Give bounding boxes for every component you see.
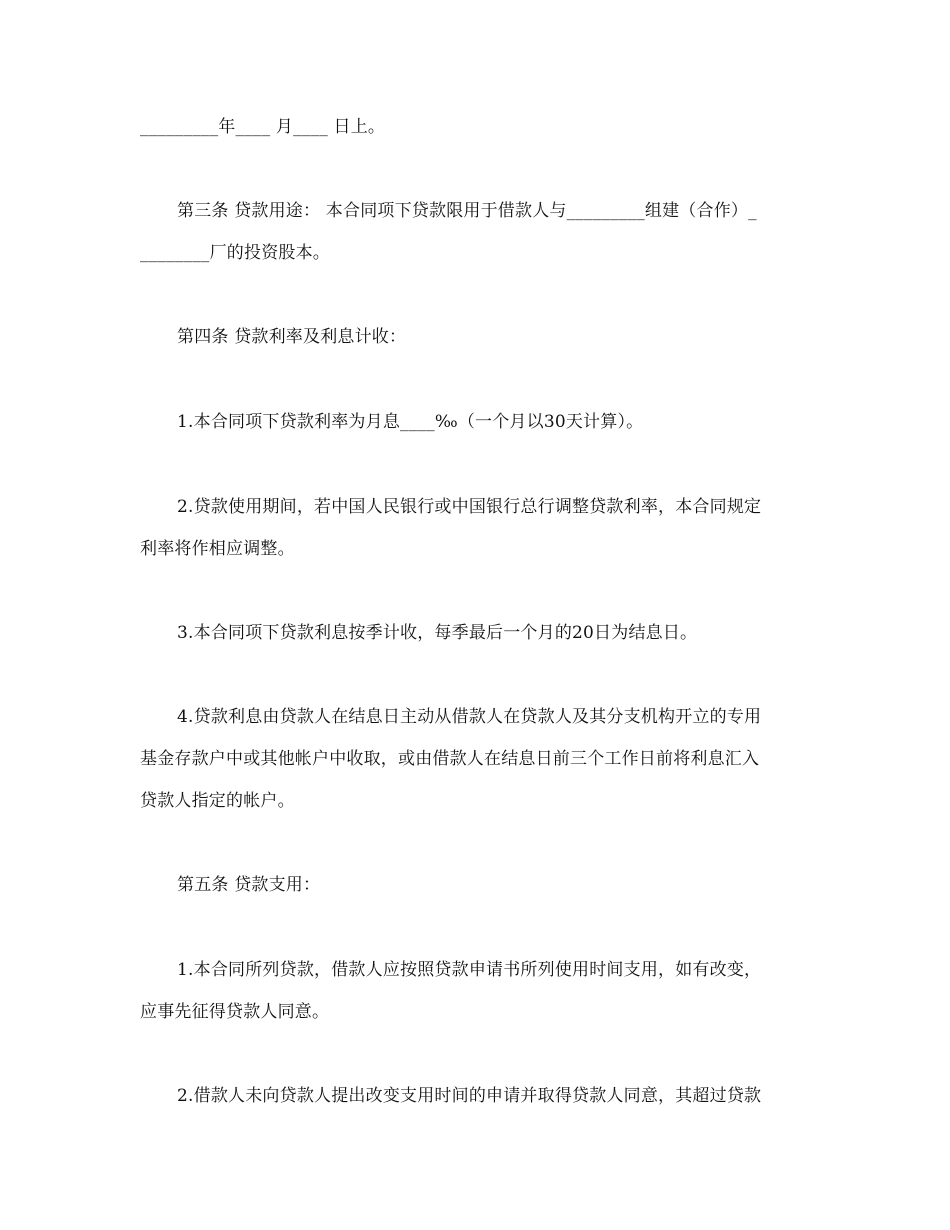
article-4-item-4-line-2: 基金存款户中或其他帐户中收取，或由借款人在结息日前三个工作日前将利息汇入 bbox=[140, 749, 760, 769]
article-5-item-1-line-2: 应事先征得贷款人同意。 bbox=[140, 1002, 330, 1022]
article-4-item-3: 3.本合同项下贷款利息按季计收，每季最后一个月的20日为结息日。 bbox=[177, 623, 698, 643]
article-4-heading: 第四条 贷款利率及利息计收： bbox=[177, 327, 407, 347]
article-4-item-4-line-1: 4.贷款利息由贷款人在结息日主动从借款人在贷款人及其分支机构开立的专用 bbox=[177, 707, 762, 727]
article-3-line-2: ________厂的投资股本。 bbox=[140, 243, 330, 263]
article-5-item-1-line-1: 1.本合同所列贷款，借款人应按照贷款申请书所列使用时间支用，如有改变， bbox=[177, 960, 762, 980]
article-4-item-1: 1.本合同项下贷款利率为月息____‰（一个月以30天计算）。 bbox=[177, 412, 644, 432]
article-4-item-2-line-2: 利率将作相应调整。 bbox=[140, 539, 295, 559]
article-4-item-2-line-1: 2.贷款使用期间，若中国人民银行或中国银行总行调整贷款利率，本合同规定 bbox=[177, 497, 762, 517]
article-4-item-4-line-3: 贷款人指定的帐户。 bbox=[140, 791, 295, 811]
date-line: _________年____ 月____ 日上。 bbox=[140, 117, 386, 137]
article-3-line-1: 第三条 贷款用途： 本合同项下贷款限用于借款人与_________组建（合作）_ bbox=[177, 201, 757, 221]
article-5-heading: 第五条 贷款支用： bbox=[177, 875, 321, 895]
article-5-item-2-line-1: 2.借款人未向贷款人提出改变支用时间的申请并取得贷款人同意，其超过贷款 bbox=[177, 1086, 762, 1106]
